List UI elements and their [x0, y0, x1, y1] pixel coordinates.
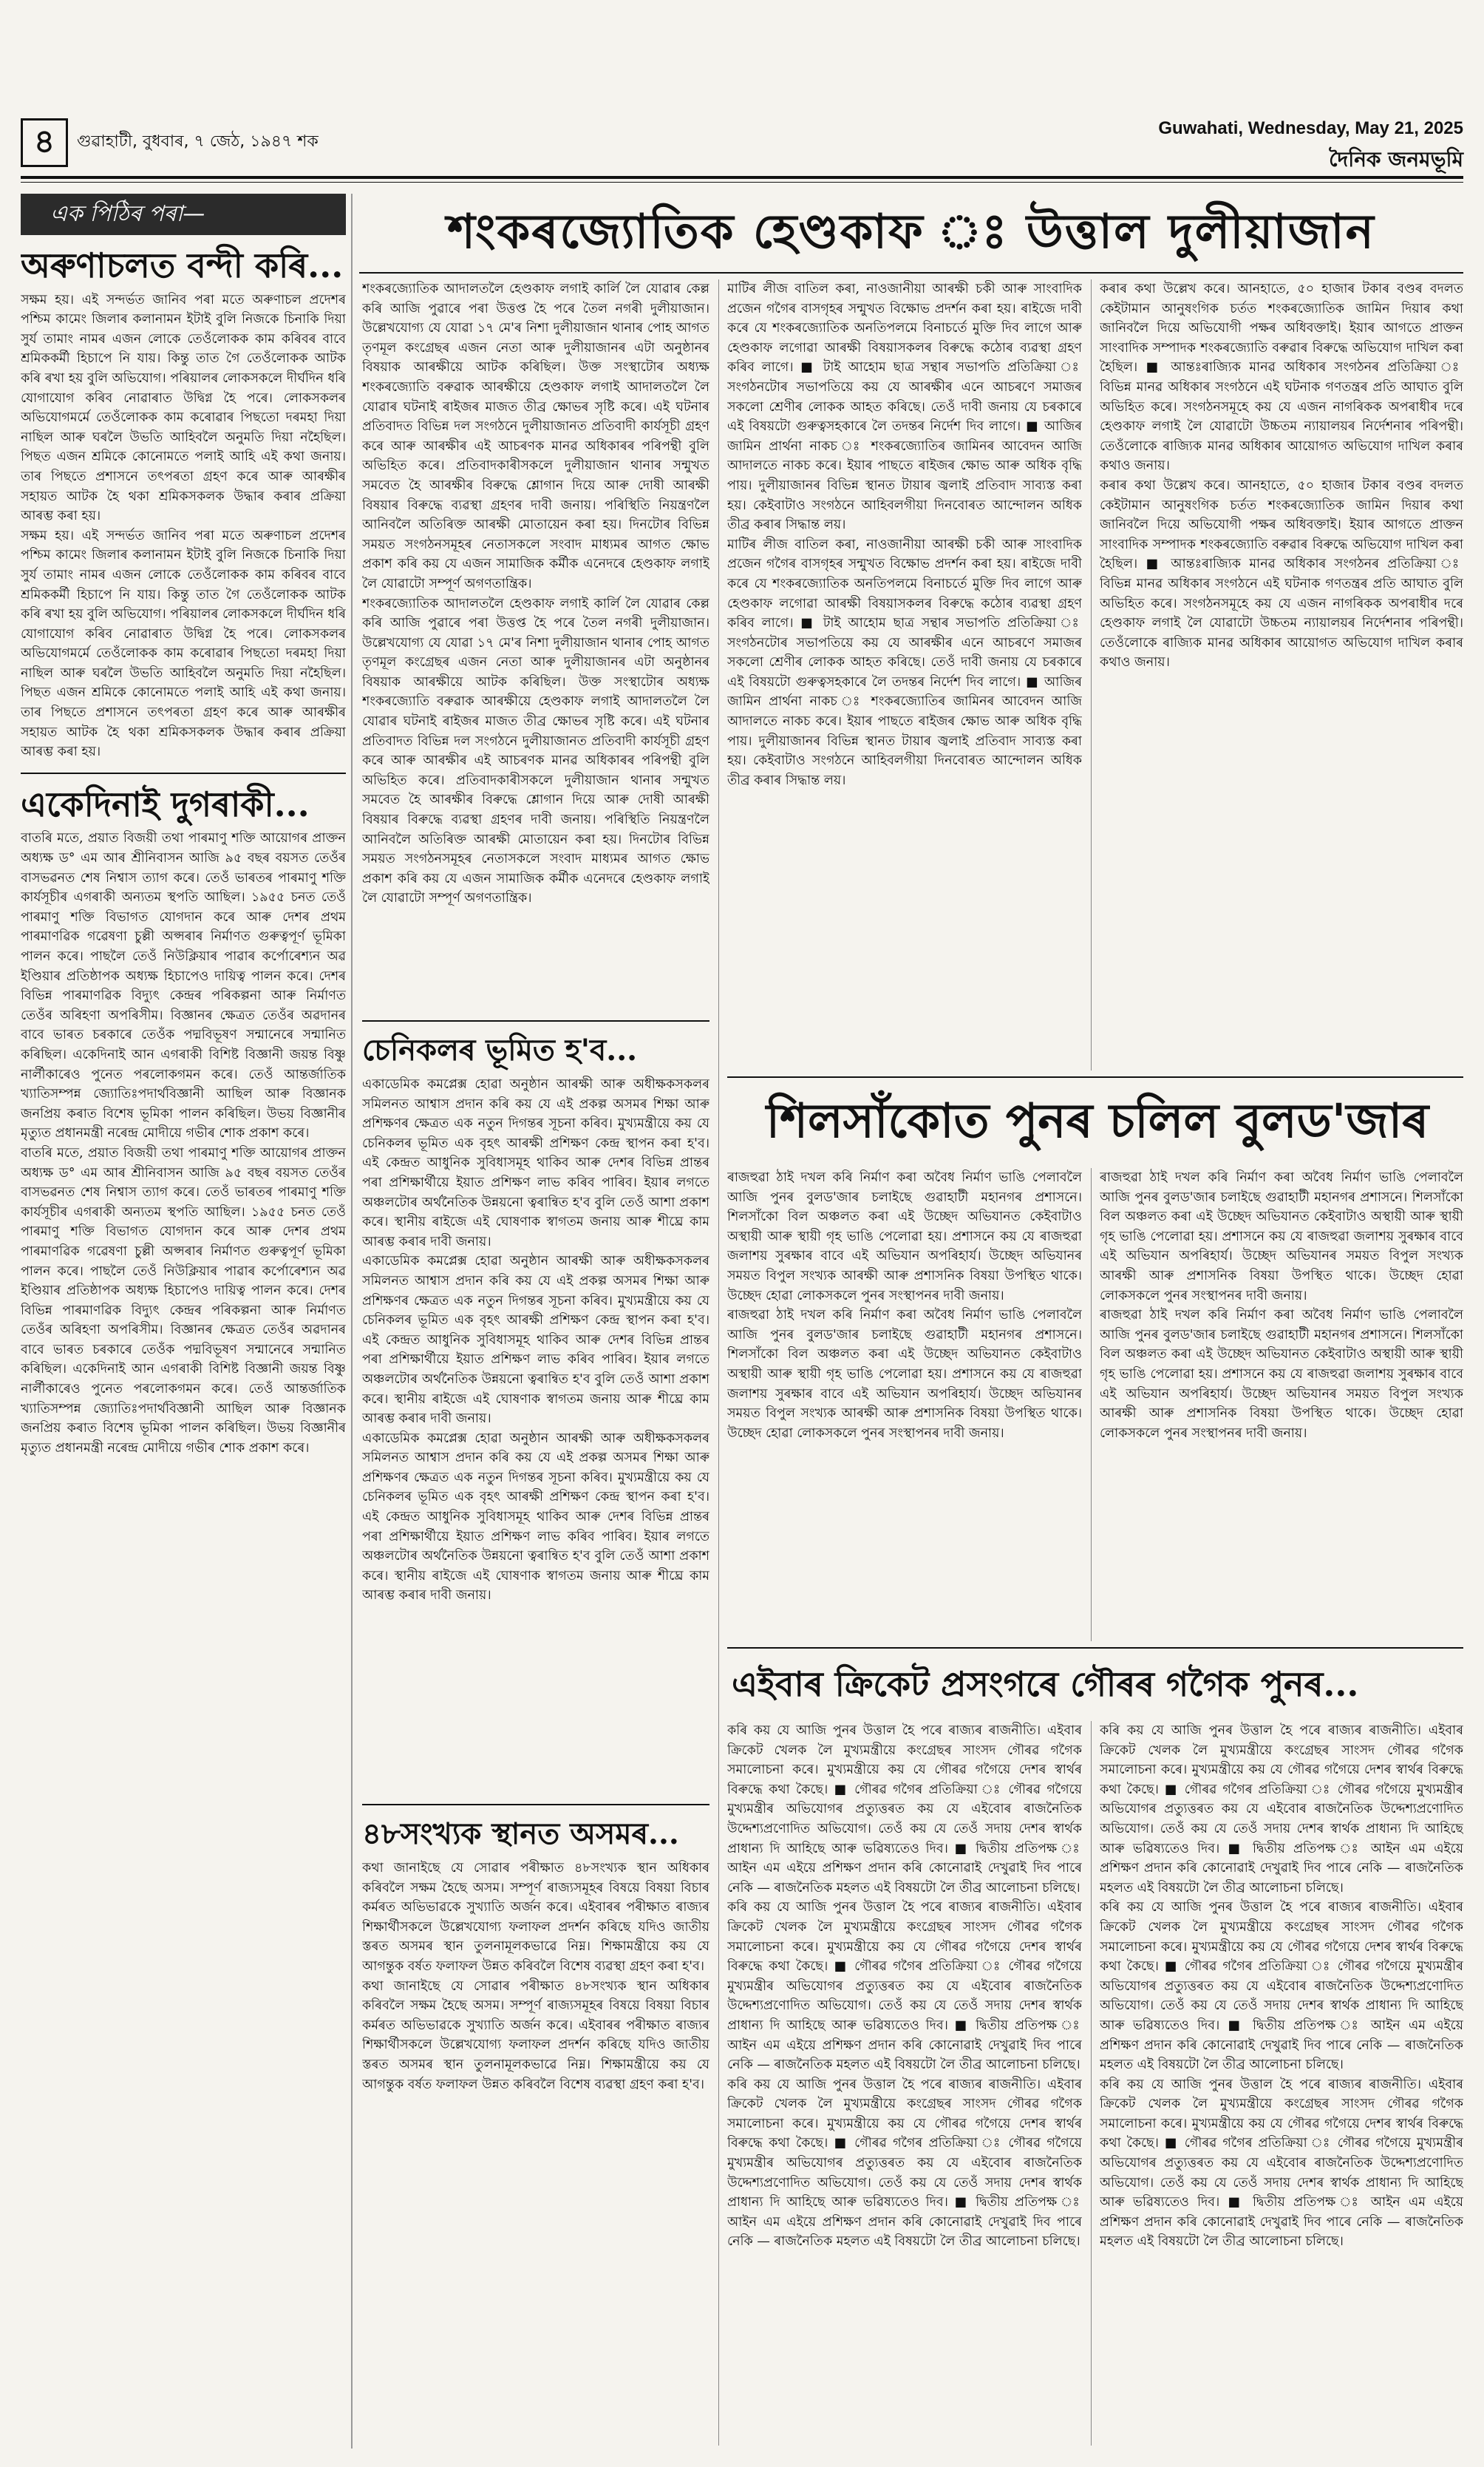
header-rule [21, 176, 1463, 179]
date-assamese: গুৱাহাটী, বুধবাৰ, ৭ জেঠ, ১৯৪৭ শক [77, 132, 319, 151]
main-headline: শংকৰজ্যোতিক হেণ্ডকাফ ঃ উত্তাল দুলীয়াজান [447, 204, 1375, 259]
main-story-text-2 [727, 279, 1082, 790]
article-body-arunachal [21, 291, 346, 762]
main-story-column-1 [362, 279, 709, 1011]
story-rank [362, 1810, 709, 2446]
story-bulldozer-body-2 [1100, 1168, 1463, 1443]
story-cricket-column-1 [727, 1721, 1082, 2446]
paragraph: মাটিৰ লীজ বাতিল কৰা, নাওজানীয়া আৰক্ষী চকী আৰু সাংবাদিক প্ৰজেন গগৈৰ বাসগৃহৰ সন্মুখত বিক্ষোভ প্ৰদৰ্শন কৰা হয়। ৰাইজে দাবী কৰে যে শংকৰজ্যোতিক অনতিপলমে বিনাচৰ্তে মুক্তি দিব লাগে আৰু হেণ্ডকাফ লগোৱা আৰক্ষী বিষয়াসকলৰ বিৰুদ্ধে কঠোৰ ব্যৱস্থা গ্ৰহণ কৰিব লাগে। ■ টাই আহোম ছাত্ৰ সন্থাৰ সভাপতি প্ৰতিক্ৰিয়া ঃ সংগঠনটোৰ সভাপতিয়ে কয় যে আৰক্ষীৰ এনে আচৰণে সমাজৰ সকলো শ্ৰেণীৰ লোকক আহত কৰিছে। তেওঁ দাবী জনায় যে চৰকাৰে এই বিষয়টো গুৰুত্বসহকাৰে লৈ তদন্তৰ নিৰ্দেশ দিব লাগে। ■ আজিৰ জামিন প্ৰাৰ্থনা নাকচ ঃ শংকৰজ্যোতিৰ জামিনৰ আবেদন আজি আদালতে নাকচ কৰে। ইয়াৰ পাছতে ৰাইজৰ ক্ষোভ আৰু অধিক বৃদ্ধি পায়। দুলীয়াজানৰ বিভিন্ন স্থানত টায়াৰ জ্বলাই প্ৰতিবাদ সাব্যস্ত কৰা হয়। কেইবাটাও সংগঠনে আহিবলগীয়া দিনবোৰত আন্দোলন অধিক তীব্ৰ কৰাৰ সিদ্ধান্ত লয়। [727, 537, 1082, 788]
paragraph: কৰি কয় যে আজি পুনৰ উত্তাল হৈ পৰে ৰাজ্যৰ ৰাজনীতি। এইবাৰ ক্ৰিকেট খেলক লৈ মুখ্যমন্ত্ৰীয়ে কংগ্ৰেছৰ সাংসদ গৌৰৱ গগৈক সমালোচনা কৰে। মুখ্যমন্ত্ৰীয়ে কয় যে গৌৰৱ গগৈয়ে দেশৰ স্বাৰ্থৰ বিৰুদ্ধে কথা কৈছে। ■ গৌৰৱ গগৈৰ প্ৰতিক্ৰিয়া ঃ গৌৰৱ গগৈয়ে মুখ্যমন্ত্ৰীৰ অভিযোগৰ প্ৰত্যুত্তৰত কয় যে এইবোৰ ৰাজনৈতিক উদ্দেশ্যপ্ৰণোদিত অভিযোগ। তেওঁ কয় যে তেওঁ সদায় দেশৰ স্বাৰ্থক প্ৰাধান্য দি আহিছে আৰু ভৱিষ্যতেও দিব। ■ দ্বিতীয় প্ৰতিপক্ষ ঃ আইন এম এইয়ে প্ৰশিক্ষণ প্ৰদান কৰি কোনোৱাই দেখুৱাই দিব পাৰে নেকি — ৰাজনৈতিক মহলত এই বিষয়টো লৈ তীব্ৰ আলোচনা চলিছে। [1100, 1723, 1463, 1896]
main-story-column-3 [1100, 279, 1463, 1070]
paragraph: একাডেমিক কমপ্লেক্স হোৱা অনুষ্ঠান আৰক্ষী আৰু অধীক্ষকসকলৰ সমিলনত আশ্বাস প্ৰদান কৰি কয় যে এই প্ৰকল্প অসমৰ শিক্ষা আৰু প্ৰশিক্ষণৰ ক্ষেত্ৰত এক নতুন দিগন্তৰ সূচনা কৰিব। মুখ্যমন্ত্ৰীয়ে কয় যে চেনিকলৰ ভূমিত এক বৃহৎ আৰক্ষী প্ৰশিক্ষণ কেন্দ্ৰ স্থাপন কৰা হ'ব। এই কেন্দ্ৰত আধুনিক সুবিধাসমূহ থাকিব আৰু দেশৰ বিভিন্ন প্ৰান্তৰ পৰা প্ৰশিক্ষাৰ্থীয়ে ইয়াত প্ৰশিক্ষণ লাভ কৰিব পাৰিব। ইয়াৰ লগতে অঞ্চলটোৰ অৰ্থনৈতিক উন্নয়নো ত্বৰান্বিত হ'ব বুলি তেওঁ আশা প্ৰকাশ কৰে। স্থানীয় ৰাইজে এই ঘোষণাক স্বাগতম জনায় আৰু শীঘ্ৰে কাম আৰম্ভ কৰাৰ দাবী জনায়। [362, 1077, 709, 1249]
story-chenikol-body [362, 1075, 709, 1606]
header-rule-thin [21, 182, 1463, 183]
story-bulldozer-column-2 [1100, 1168, 1463, 1641]
paragraph: কথা জানাইছে যে সোৱাৰ পৰীক্ষাত ৪৮সংখ্যক স্থান অধিকাৰ কৰিবলৈ সক্ষম হৈছে অসম। সম্পূৰ্ণ ৰাজ্যসমূহৰ বিষয়ে বিষয়া বিচাৰ কৰ্মৰত অভিভাৱকে সুখ্যাতি অৰ্জন কৰে। এইবাৰৰ পৰীক্ষাত ৰাজ্যৰ শিক্ষাৰ্থীসকলে উল্লেখযোগ্য ফলাফল প্ৰদৰ্শন কৰিছে যদিও জাতীয় স্তৰত অসমৰ স্থান তুলনামূলকভাৱে নিম্ন। শিক্ষামন্ত্ৰীয়ে কয় যে আগন্তুক বৰ্ষত ফলাফল উন্নত কৰিবলৈ বিশেষ ব্যৱস্থা গ্ৰহণ কৰা হ'ব। [362, 1978, 709, 2092]
story-bulldozer-column-1 [727, 1168, 1082, 1641]
story-chenikol-headline: চেনিকলৰ ভূমিত হ'ব... [362, 1033, 638, 1068]
paragraph: একাডেমিক কমপ্লেক্স হোৱা অনুষ্ঠান আৰক্ষী আৰু অধীক্ষকসকলৰ সমিলনত আশ্বাস প্ৰদান কৰি কয় যে এই প্ৰকল্প অসমৰ শিক্ষা আৰু প্ৰশিক্ষণৰ ক্ষেত্ৰত এক নতুন দিগন্তৰ সূচনা কৰিব। মুখ্যমন্ত্ৰীয়ে কয় যে চেনিকলৰ ভূমিত এক বৃহৎ আৰক্ষী প্ৰশিক্ষণ কেন্দ্ৰ স্থাপন কৰা হ'ব। এই কেন্দ্ৰত আধুনিক সুবিধাসমূহ থাকিব আৰু দেশৰ বিভিন্ন প্ৰান্তৰ পৰা প্ৰশিক্ষাৰ্থীয়ে ইয়াত প্ৰশিক্ষণ লাভ কৰিব পাৰিব। ইয়াৰ লগতে অঞ্চলটোৰ অৰ্থনৈতিক উন্নয়নো ত্বৰান্বিত হ'ব বুলি তেওঁ আশা প্ৰকাশ কৰে। স্থানীয় ৰাইজে এই ঘোষণাক স্বাগতম জনায় আৰু শীঘ্ৰে কাম আৰম্ভ কৰাৰ দাবী জনায়। [362, 1431, 709, 1604]
page-header [21, 118, 1463, 192]
page-number: ৪ [21, 118, 68, 167]
story-chenikol [362, 1026, 709, 1795]
article-body-scientists [21, 829, 346, 1458]
story-cricket-body-2 [1100, 1721, 1463, 2252]
main-story-text-3 [1100, 279, 1463, 673]
paragraph: কৰাৰ কথা উল্লেখ কৰে। আনহাতে, ৫০ হাজাৰ টকাৰ বণ্ডৰ বদলত কেইটামান আনুষংগিক চৰ্তত শংকৰজ্যোতিক জামিন দিয়াৰ কথা জানিবলৈ দিয়ে অভিযোগী পক্ষৰ অধিবক্তাই। ইয়াৰ আগতে প্ৰাক্তন সাংবাদিক সম্পাদক শংকৰজ্যোতি বৰুৱাৰ বিৰুদ্ধে অভিযোগ দাখিল কৰা হৈছিল। ■ আন্তঃৰাজ্যিক মানৱ অধিকাৰ সংগঠনৰ প্ৰতিক্ৰিয়া ঃ বিভিন্ন মানৱ অধিকাৰ সংগঠনে এই ঘটনাক গণতন্ত্ৰৰ প্ৰতি আঘাত বুলি অভিহিত কৰে। সংগঠনসমূহে কয় যে এজন নাগৰিকক অপৰাধীৰ দৰে হেণ্ডকাফ লগাই লৈ যোৱাটো উচ্চতম ন্যায়ালয়ৰ নিৰ্দেশনাৰ পৰিপন্থী। তেওঁলোকে ৰাজ্যিক মানৱ অধিকাৰ আয়োগত অভিযোগ দাখিল কৰাৰ কথাও জনায়। [1100, 478, 1463, 671]
divider [21, 773, 346, 774]
section-rule [727, 1076, 1463, 1078]
left-column [21, 194, 346, 2449]
paragraph: কৰি কয় যে আজি পুনৰ উত্তাল হৈ পৰে ৰাজ্যৰ ৰাজনীতি। এইবাৰ ক্ৰিকেট খেলক লৈ মুখ্যমন্ত্ৰীয়ে কংগ্ৰেছৰ সাংসদ গৌৰৱ গগৈক সমালোচনা কৰে। মুখ্যমন্ত্ৰীয়ে কয় যে গৌৰৱ গগৈয়ে দেশৰ স্বাৰ্থৰ বিৰুদ্ধে কথা কৈছে। ■ গৌৰৱ গগৈৰ প্ৰতিক্ৰিয়া ঃ গৌৰৱ গগৈয়ে মুখ্যমন্ত্ৰীৰ অভিযোগৰ প্ৰত্যুত্তৰত কয় যে এইবোৰ ৰাজনৈতিক উদ্দেশ্যপ্ৰণোদিত অভিযোগ। তেওঁ কয় যে তেওঁ সদায় দেশৰ স্বাৰ্থক প্ৰাধান্য দি আহিছে আৰু ভৱিষ্যতেও দিব। ■ দ্বিতীয় প্ৰতিপক্ষ ঃ আইন এম এইয়ে প্ৰশিক্ষণ প্ৰদান কৰি কোনোৱাই দেখুৱাই দিব পাৰে নেকি — ৰাজনৈতিক মহলত এই বিষয়টো লৈ তীব্ৰ আলোচনা চলিছে। [727, 1900, 1082, 2073]
headline-rule [359, 272, 1463, 274]
paragraph: শংকৰজ্যোতিক আদালতলৈ হেণ্ডকাফ লগাই কাৰ্লি লৈ যোৱাৰ কেল্ল কৰি আজি পুৱাৰে পৰা উত্তপ্ত হৈ পৰে তৈল নগৰী দুলীয়াজান। উল্লেখযোগ্য যে যোৱা ১৭ মে'ৰ নিশা দুলীয়াজান থানাৰ পোহ আগত তৃণমূল কংগ্ৰেছৰ এজন নেতা আৰু দুলীয়াজানৰ এটা অনুষ্ঠানৰ বিষয়াক আৰক্ষীয়ে আটক কৰিছিল। উক্ত সংস্থাটোৰ অধ্যক্ষ শংকৰজ্যোতি বৰুৱাক আৰক্ষীয়ে হেণ্ডকাফ লগাই আদালতলৈ লৈ যোৱাৰ ঘটনাই ৰাইজৰ মাজত তীব্ৰ ক্ষোভৰ সৃষ্টি কৰে। এই ঘটনাৰ প্ৰতিবাদত বিভিন্ন দল সংগঠনে দুলীয়াজানত প্ৰতিবাদী কাৰ্যসূচী গ্ৰহণ কৰে আৰু আৰক্ষীৰ এই আচৰণক মানৱ অধিকাৰৰ পৰিপন্থী বুলি অভিহিত কৰে। প্ৰতিবাদকাৰীসকলে দুলীয়াজান থানাৰ সন্মুখত সমবেত হৈ আৰক্ষীৰ বিৰুদ্ধে শ্লোগান দিয়ে আৰু দোষী আৰক্ষী বিষয়াৰ বিৰুদ্ধে ব্যৱস্থা গ্ৰহণৰ দাবী জনায়। পৰিস্থিতি নিয়ন্ত্ৰণলৈ আনিবলৈ অতিৰিক্ত আৰক্ষী মোতায়েন কৰা হয়। দিনটোৰ বিভিন্ন সময়ত সংগঠনসমূহৰ নেতাসকলে সংবাদ মাধ্যমৰ আগত ক্ষোভ প্ৰকাশ কৰি কয় যে এজন সামাজিক কৰ্মীক এনেদৰে হেণ্ডকাফ লগাই লৈ যোৱাটো সম্পূৰ্ণ অগণতান্ত্ৰিক। [362, 282, 709, 591]
paragraph: ৰাজহুৱা ঠাই দখল কৰি নিৰ্মাণ কৰা অবৈধ নিৰ্মাণ ভাঙি পেলাবলৈ আজি পুনৰ বুলড'জাৰ চলাইছে গুৱাহাটী মহানগৰ প্ৰশাসনে। শিলসাঁকো বিল অঞ্চলত কৰা এই উচ্ছেদ অভিযানত কেইবাটাও অস্থায়ী আৰু স্থায়ী গৃহ ভাঙি পেলোৱা হয়। প্ৰশাসনে কয় যে ৰাজহুৱা জলাশয় সুৰক্ষাৰ বাবে এই অভিযান অপৰিহাৰ্য। উচ্ছেদ অভিযানৰ সময়ত বিপুল সংখ্যক আৰক্ষী আৰু প্ৰশাসনিক বিষয়া উপস্থিত থাকে। উচ্ছেদ হোৱা লোকসকলে পুনৰ সংস্থাপনৰ দাবী জনায়। [727, 1170, 1082, 1303]
paragraph: একাডেমিক কমপ্লেক্স হোৱা অনুষ্ঠান আৰক্ষী আৰু অধীক্ষকসকলৰ সমিলনত আশ্বাস প্ৰদান কৰি কয় যে এই প্ৰকল্প অসমৰ শিক্ষা আৰু প্ৰশিক্ষণৰ ক্ষেত্ৰত এক নতুন দিগন্তৰ সূচনা কৰিব। মুখ্যমন্ত্ৰীয়ে কয় যে চেনিকলৰ ভূমিত এক বৃহৎ আৰক্ষী প্ৰশিক্ষণ কেন্দ্ৰ স্থাপন কৰা হ'ব। এই কেন্দ্ৰত আধুনিক সুবিধাসমূহ থাকিব আৰু দেশৰ বিভিন্ন প্ৰান্তৰ পৰা প্ৰশিক্ষাৰ্থীয়ে ইয়াত প্ৰশিক্ষণ লাভ কৰিব পাৰিব। ইয়াৰ লগতে অঞ্চলটোৰ অৰ্থনৈতিক উন্নয়নো ত্বৰান্বিত হ'ব বুলি তেওঁ আশা প্ৰকাশ কৰে। স্থানীয় ৰাইজে এই ঘোষণাক স্বাগতম জনায় আৰু শীঘ্ৰে কাম আৰম্ভ কৰাৰ দাবী জনায়। [362, 1254, 709, 1427]
story-cricket-column-2 [1100, 1721, 1463, 2446]
paragraph: কৰি কয় যে আজি পুনৰ উত্তাল হৈ পৰে ৰাজ্যৰ ৰাজনীতি। এইবাৰ ক্ৰিকেট খেলক লৈ মুখ্যমন্ত্ৰীয়ে কংগ্ৰেছৰ সাংসদ গৌৰৱ গগৈক সমালোচনা কৰে। মুখ্যমন্ত্ৰীয়ে কয় যে গৌৰৱ গগৈয়ে দেশৰ স্বাৰ্থৰ বিৰুদ্ধে কথা কৈছে। ■ গৌৰৱ গগৈৰ প্ৰতিক্ৰিয়া ঃ গৌৰৱ গগৈয়ে মুখ্যমন্ত্ৰীৰ অভিযোগৰ প্ৰত্যুত্তৰত কয় যে এইবোৰ ৰাজনৈতিক উদ্দেশ্যপ্ৰণোদিত অভিযোগ। তেওঁ কয় যে তেওঁ সদায় দেশৰ স্বাৰ্থক প্ৰাধান্য দি আহিছে আৰু ভৱিষ্যতেও দিব। ■ দ্বিতীয় প্ৰতিপক্ষ ঃ আইন এম এইয়ে প্ৰশিক্ষণ প্ৰদান কৰি কোনোৱাই দেখুৱাই দিব পাৰে নেকি — ৰাজনৈতিক মহলত এই বিষয়টো লৈ তীব্ৰ আলোচনা চলিছে। [727, 1723, 1082, 1896]
article-text: বাতৰি মতে, প্ৰয়াত বিজয়ী তথা পাৰমাণু শক্তি আয়োগৰ প্ৰাক্তন অধ্যক্ষ ড° এম আৰ শ্ৰীনিবাসন আজি ৯৫ বছৰ বয়সত তেওঁৰ বাসভৱনত শেষ নিশ্বাস ত্যাগ কৰে। তেওঁ ভাৰতৰ পাৰমাণু শক্তি কাৰ্যসূচীৰ এগৰাকী অন্যতম স্থপতি আছিল। ১৯৫৫ চনত তেওঁ পাৰমাণু শক্তি বিভাগত যোগদান কৰে আৰু দেশৰ প্ৰথম পাৰমাণৱিক গৱেষণা চুল্লী অপ্সৰাৰ নিৰ্মাণত গুৰুত্বপূৰ্ণ ভূমিকা পালন কৰে। পাছলৈ তেওঁ নিউক্লিয়াৰ পাৱাৰ কৰ্পোৰেশ্যন অৱ ইণ্ডিয়াৰ প্ৰতিষ্ঠাপক অধ্যক্ষ হিচাপেও দায়িত্ব পালন কৰে। দেশৰ বিভিন্ন পাৰমাণৱিক বিদ্যুৎ কেন্দ্ৰৰ পৰিকল্পনা আৰু নিৰ্মাণত তেওঁৰ অৰিহণা অপৰিসীম। বিজ্ঞানৰ ক্ষেত্ৰত তেওঁৰ অৱদানৰ বাবে ভাৰত চৰকাৰে তেওঁক পদ্মবিভূষণ সন্মানেৰে সন্মানিত কৰিছিল। একেদিনাই আন এগৰাকী বিশিষ্ট বিজ্ঞানী জয়ন্ত বিষ্ণু নাৰ্লীকাৰেও পুনেত পৰলোকগমন কৰে। তেওঁ আন্তৰ্জাতিক খ্যাতিসম্পন্ন জ্যোতিঃপদাৰ্থবিজ্ঞানী আছিল আৰু বিজ্ঞানক জনপ্ৰিয় কৰাত বিশেষ ভূমিকা পালন কৰিছিল। উভয় বিজ্ঞানীৰ মৃত্যুত প্ৰধানমন্ত্ৰী নৰেন্দ্ৰ মোদীয়ে গভীৰ শোক প্ৰকাশ কৰে। [21, 831, 346, 1141]
main-story-text-1 [362, 279, 709, 909]
story-cricket-headline: এইবাৰ ক্ৰিকেট প্ৰসংগৰে গৌৰৰ গগৈক পুনৰ... [732, 1664, 1359, 1704]
paragraph: কৰি কয় যে আজি পুনৰ উত্তাল হৈ পৰে ৰাজ্যৰ ৰাজনীতি। এইবাৰ ক্ৰিকেট খেলক লৈ মুখ্যমন্ত্ৰীয়ে কংগ্ৰেছৰ সাংসদ গৌৰৱ গগৈক সমালোচনা কৰে। মুখ্যমন্ত্ৰীয়ে কয় যে গৌৰৱ গগৈয়ে দেশৰ স্বাৰ্থৰ বিৰুদ্ধে কথা কৈছে। ■ গৌৰৱ গগৈৰ প্ৰতিক্ৰিয়া ঃ গৌৰৱ গগৈয়ে মুখ্যমন্ত্ৰীৰ অভিযোগৰ প্ৰত্যুত্তৰত কয় যে এইবোৰ ৰাজনৈতিক উদ্দেশ্যপ্ৰণোদিত অভিযোগ। তেওঁ কয় যে তেওঁ সদায় দেশৰ স্বাৰ্থক প্ৰাধান্য দি আহিছে আৰু ভৱিষ্যতেও দিব। ■ দ্বিতীয় প্ৰতিপক্ষ ঃ আইন এম এইয়ে প্ৰশিক্ষণ প্ৰদান কৰি কোনোৱাই দেখুৱাই দিব পাৰে নেকি — ৰাজনৈতিক মহলত এই বিষয়টো লৈ তীব্ৰ আলোচনা চলিছে। [1100, 2077, 1463, 2250]
section-rule [362, 1804, 709, 1805]
column-divider [1091, 1721, 1092, 2446]
column-divider [718, 279, 719, 2446]
story-bulldozer-headline: শিলসাঁকোত পুনৰ চলিল বুলড'জাৰ [766, 1093, 1429, 1149]
paragraph: কথা জানাইছে যে সোৱাৰ পৰীক্ষাত ৪৮সংখ্যক স্থান অধিকাৰ কৰিবলৈ সক্ষম হৈছে অসম। সম্পূৰ্ণ ৰাজ্যসমূহৰ বিষয়ে বিষয়া বিচাৰ কৰ্মৰত অভিভাৱকে সুখ্যাতি অৰ্জন কৰে। এইবাৰৰ পৰীক্ষাত ৰাজ্যৰ শিক্ষাৰ্থীসকলে উল্লেখযোগ্য ফলাফল প্ৰদৰ্শন কৰিছে যদিও জাতীয় স্তৰত অসমৰ স্থান তুলনামূলকভাৱে নিম্ন। শিক্ষামন্ত্ৰীয়ে কয় যে আগন্তুক বৰ্ষত ফলাফল উন্নত কৰিবলৈ বিশেষ ব্যৱস্থা গ্ৰহণ কৰা হ'ব। [362, 1861, 709, 1974]
paragraph: ৰাজহুৱা ঠাই দখল কৰি নিৰ্মাণ কৰা অবৈধ নিৰ্মাণ ভাঙি পেলাবলৈ আজি পুনৰ বুলড'জাৰ চলাইছে গুৱাহাটী মহানগৰ প্ৰশাসনে। শিলসাঁকো বিল অঞ্চলত কৰা এই উচ্ছেদ অভিযানত কেইবাটাও অস্থায়ী আৰু স্থায়ী গৃহ ভাঙি পেলোৱা হয়। প্ৰশাসনে কয় যে ৰাজহুৱা জলাশয় সুৰক্ষাৰ বাবে এই অভিযান অপৰিহাৰ্য। উচ্ছেদ অভিযানৰ সময়ত বিপুল সংখ্যক আৰক্ষী আৰু প্ৰশাসনিক বিষয়া উপস্থিত থাকে। উচ্ছেদ হোৱা লোকসকলে পুনৰ সংস্থাপনৰ দাবী জনায়। [727, 1308, 1082, 1441]
article-title-arunachal: অৰুণাচলত বন্দী কৰি... [21, 245, 344, 285]
article-title-scientists: একেদিনাই দুগৰাকী... [21, 784, 310, 824]
article-text-continued: সক্ষম হয়। এই সন্দৰ্ভত জানিব পৰা মতে অৰুণাচল প্ৰদেশৰ পশ্চিম কামেং জিলাৰ কলানামন ইটাই বুলি নিজকে চিনাকি দিয়া সুৰ্য তামাং নামৰ এজন লোকে তেওঁলোকক কাম কৰিবৰ বাবে শ্ৰমিককৰ্মী হিচাপে নি যায়। কিন্তু তাত গৈ তেওঁলোকক আটক কৰি ৰখা হয় বুলি অভিযোগ। পৰিয়ালৰ লোকসকলে দীৰ্ঘদিন ধৰি যোগাযোগ কৰিব নোৱাৰাত উদ্বিগ্ন হৈ পৰে। লোকসকলৰ অভিযোগমৰ্মে তেওঁলোকক কাম কৰোৱাৰ পিছতো দৰমহা দিয়া নাছিল আৰু ঘৰলৈ উভতি আহিবলৈ অনুমতি দিয়া নহৈছিল। পিছত এজন শ্ৰমিকে কোনোমতে পলাই আহি এই কথা জনায়। তাৰ পিছতে প্ৰশাসনে তৎপৰতা গ্ৰহণ কৰে আৰু আৰক্ষীৰ সহায়ত আটক হৈ থকা শ্ৰমিকসকলক উদ্ধাৰ কৰাৰ প্ৰক্ৰিয়া আৰম্ভ কৰা হয়। [21, 528, 346, 760]
paragraph: ৰাজহুৱা ঠাই দখল কৰি নিৰ্মাণ কৰা অবৈধ নিৰ্মাণ ভাঙি পেলাবলৈ আজি পুনৰ বুলড'জাৰ চলাইছে গুৱাহাটী মহানগৰ প্ৰশাসনে। শিলসাঁকো বিল অঞ্চলত কৰা এই উচ্ছেদ অভিযানত কেইবাটাও অস্থায়ী আৰু স্থায়ী গৃহ ভাঙি পেলোৱা হয়। প্ৰশাসনে কয় যে ৰাজহুৱা জলাশয় সুৰক্ষাৰ বাবে এই অভিযান অপৰিহাৰ্য। উচ্ছেদ অভিযানৰ সময়ত বিপুল সংখ্যক আৰক্ষী আৰু প্ৰশাসনিক বিষয়া উপস্থিত থাকে। উচ্ছেদ হোৱা লোকসকলে পুনৰ সংস্থাপনৰ দাবী জনায়। [1100, 1170, 1463, 1303]
main-story-column-2 [727, 279, 1082, 1070]
paragraph: ৰাজহুৱা ঠাই দখল কৰি নিৰ্মাণ কৰা অবৈধ নিৰ্মাণ ভাঙি পেলাবলৈ আজি পুনৰ বুলড'জাৰ চলাইছে গুৱাহাটী মহানগৰ প্ৰশাসনে। শিলসাঁকো বিল অঞ্চলত কৰা এই উচ্ছেদ অভিযানত কেইবাটাও অস্থায়ী আৰু স্থায়ী গৃহ ভাঙি পেলোৱা হয়। প্ৰশাসনে কয় যে ৰাজহুৱা জলাশয় সুৰক্ষাৰ বাবে এই অভিযান অপৰিহাৰ্য। উচ্ছেদ অভিযানৰ সময়ত বিপুল সংখ্যক আৰক্ষী আৰু প্ৰশাসনিক বিষয়া উপস্থিত থাকে। উচ্ছেদ হোৱা লোকসকলে পুনৰ সংস্থাপনৰ দাবী জনায়। [1100, 1308, 1463, 1441]
paragraph: কৰি কয় যে আজি পুনৰ উত্তাল হৈ পৰে ৰাজ্যৰ ৰাজনীতি। এইবাৰ ক্ৰিকেট খেলক লৈ মুখ্যমন্ত্ৰীয়ে কংগ্ৰেছৰ সাংসদ গৌৰৱ গগৈক সমালোচনা কৰে। মুখ্যমন্ত্ৰীয়ে কয় যে গৌৰৱ গগৈয়ে দেশৰ স্বাৰ্থৰ বিৰুদ্ধে কথা কৈছে। ■ গৌৰৱ গগৈৰ প্ৰতিক্ৰিয়া ঃ গৌৰৱ গগৈয়ে মুখ্যমন্ত্ৰীৰ অভিযোগৰ প্ৰত্যুত্তৰত কয় যে এইবোৰ ৰাজনৈতিক উদ্দেশ্যপ্ৰণোদিত অভিযোগ। তেওঁ কয় যে তেওঁ সদায় দেশৰ স্বাৰ্থক প্ৰাধান্য দি আহিছে আৰু ভৱিষ্যতেও দিব। ■ দ্বিতীয় প্ৰতিপক্ষ ঃ আইন এম এইয়ে প্ৰশিক্ষণ প্ৰদান কৰি কোনোৱাই দেখুৱাই দিব পাৰে নেকি — ৰাজনৈতিক মহলত এই বিষয়টো লৈ তীব্ৰ আলোচনা চলিছে। [727, 2077, 1082, 2250]
paragraph: মাটিৰ লীজ বাতিল কৰা, নাওজানীয়া আৰক্ষী চকী আৰু সাংবাদিক প্ৰজেন গগৈৰ বাসগৃহৰ সন্মুখত বিক্ষোভ প্ৰদৰ্শন কৰা হয়। ৰাইজে দাবী কৰে যে শংকৰজ্যোতিক অনতিপলমে বিনাচৰ্তে মুক্তি দিব লাগে আৰু হেণ্ডকাফ লগোৱা আৰক্ষী বিষয়াসকলৰ বিৰুদ্ধে কঠোৰ ব্যৱস্থা গ্ৰহণ কৰিব লাগে। ■ টাই আহোম ছাত্ৰ সন্থাৰ সভাপতি প্ৰতিক্ৰিয়া ঃ সংগঠনটোৰ সভাপতিয়ে কয় যে আৰক্ষীৰ এনে আচৰণে সমাজৰ সকলো শ্ৰেণীৰ লোকক আহত কৰিছে। তেওঁ দাবী জনায় যে চৰকাৰে এই বিষয়টো গুৰুত্বসহকাৰে লৈ তদন্তৰ নিৰ্দেশ দিব লাগে। ■ আজিৰ জামিন প্ৰাৰ্থনা নাকচ ঃ শংকৰজ্যোতিৰ জামিনৰ আবেদন আজি আদালতে নাকচ কৰে। ইয়াৰ পাছতে ৰাইজৰ ক্ষোভ আৰু অধিক বৃদ্ধি পায়। দুলীয়াজানৰ বিভিন্ন স্থানত টায়াৰ জ্বলাই প্ৰতিবাদ সাব্যস্ত কৰা হয়। কেইবাটাও সংগঠনে আহিবলগীয়া দিনবোৰত আন্দোলন অধিক তীব্ৰ কৰাৰ সিদ্ধান্ত লয়। [727, 282, 1082, 533]
section-rule [727, 1647, 1463, 1649]
story-rank-headline: ৪৮সংখ্যক স্থানত অসমৰ... [362, 1816, 679, 1851]
article-text: সক্ষম হয়। এই সন্দৰ্ভত জানিব পৰা মতে অৰুণাচল প্ৰদেশৰ পশ্চিম কামেং জিলাৰ কলানামন ইটাই বুলি নিজকে চিনাকি দিয়া সুৰ্য তামাং নামৰ এজন লোকে তেওঁলোকক কাম কৰিবৰ বাবে শ্ৰমিককৰ্মী হিচাপে নি যায়। কিন্তু তাত গৈ তেওঁলোকক আটক কৰি ৰখা হয় বুলি অভিযোগ। পৰিয়ালৰ লোকসকলে দীৰ্ঘদিন ধৰি যোগাযোগ কৰিব নোৱাৰাত উদ্বিগ্ন হৈ পৰে। লোকসকলৰ অভিযোগমৰ্মে তেওঁলোকক কাম কৰোৱাৰ পিছতো দৰমহা দিয়া নাছিল আৰু ঘৰলৈ উভতি আহিবলৈ অনুমতি দিয়া নহৈছিল। পিছত এজন শ্ৰমিকে কোনোমতে পলাই আহি এই কথা জনায়। তাৰ পিছতে প্ৰশাসনে তৎপৰতা গ্ৰহণ কৰে আৰু আৰক্ষীৰ সহায়ত আটক হৈ থকা শ্ৰমিকসকলক উদ্ধাৰ কৰাৰ প্ৰক্ৰিয়া আৰম্ভ কৰা হয়। [21, 292, 346, 524]
story-bulldozer-body-1 [727, 1168, 1082, 1443]
story-rank-body [362, 1859, 709, 2094]
column-divider [351, 194, 353, 2449]
paragraph: শংকৰজ্যোতিক আদালতলৈ হেণ্ডকাফ লগাই কাৰ্লি লৈ যোৱাৰ কেল্ল কৰি আজি পুৱাৰে পৰা উত্তপ্ত হৈ পৰে তৈল নগৰী দুলীয়াজান। উল্লেখযোগ্য যে যোৱা ১৭ মে'ৰ নিশা দুলীয়াজান থানাৰ পোহ আগত তৃণমূল কংগ্ৰেছৰ এজন নেতা আৰু দুলীয়াজানৰ এটা অনুষ্ঠানৰ বিষয়াক আৰক্ষীয়ে আটক কৰিছিল। উক্ত সংস্থাটোৰ অধ্যক্ষ শংকৰজ্যোতি বৰুৱাক আৰক্ষীয়ে হেণ্ডকাফ লগাই আদালতলৈ লৈ যোৱাৰ ঘটনাই ৰাইজৰ মাজত তীব্ৰ ক্ষোভৰ সৃষ্টি কৰে। এই ঘটনাৰ প্ৰতিবাদত বিভিন্ন দল সংগঠনে দুলীয়াজানত প্ৰতিবাদী কাৰ্যসূচী গ্ৰহণ কৰে আৰু আৰক্ষীৰ এই আচৰণক মানৱ অধিকাৰৰ পৰিপন্থী বুলি অভিহিত কৰে। প্ৰতিবাদকাৰীসকলে দুলীয়াজান থানাৰ সন্মুখত সমবেত হৈ আৰক্ষীৰ বিৰুদ্ধে শ্লোগান দিয়ে আৰু দোষী আৰক্ষী বিষয়াৰ বিৰুদ্ধে ব্যৱস্থা গ্ৰহণৰ দাবী জনায়। পৰিস্থিতি নিয়ন্ত্ৰণলৈ আনিবলৈ অতিৰিক্ত আৰক্ষী মোতায়েন কৰা হয়। দিনটোৰ বিভিন্ন সময়ত সংগঠনসমূহৰ নেতাসকলে সংবাদ মাধ্যমৰ আগত ক্ষোভ প্ৰকাশ কৰি কয় যে এজন সামাজিক কৰ্মীক এনেদৰে হেণ্ডকাফ লগাই লৈ যোৱাটো সম্পূৰ্ণ অগণতান্ত্ৰিক। [362, 596, 709, 906]
paragraph: কৰাৰ কথা উল্লেখ কৰে। আনহাতে, ৫০ হাজাৰ টকাৰ বণ্ডৰ বদলত কেইটামান আনুষংগিক চৰ্তত শংকৰজ্যোতিক জামিন দিয়াৰ কথা জানিবলৈ দিয়ে অভিযোগী পক্ষৰ অধিবক্তাই। ইয়াৰ আগতে প্ৰাক্তন সাংবাদিক সম্পাদক শংকৰজ্যোতি বৰুৱাৰ বিৰুদ্ধে অভিযোগ দাখিল কৰা হৈছিল। ■ আন্তঃৰাজ্যিক মানৱ অধিকাৰ সংগঠনৰ প্ৰতিক্ৰিয়া ঃ বিভিন্ন মানৱ অধিকাৰ সংগঠনে এই ঘটনাক গণতন্ত্ৰৰ প্ৰতি আঘাত বুলি অভিহিত কৰে। সংগঠনসমূহে কয় যে এজন নাগৰিকক অপৰাধীৰ দৰে হেণ্ডকাফ লগাই লৈ যোৱাটো উচ্চতম ন্যায়ালয়ৰ নিৰ্দেশনাৰ পৰিপন্থী। তেওঁলোকে ৰাজ্যিক মানৱ অধিকাৰ আয়োগত অভিযোগ দাখিল কৰাৰ কথাও জনায়। [1100, 282, 1463, 474]
section-tag: এক পিঠিৰ পৰা— [21, 194, 346, 235]
article-text-continued: বাতৰি মতে, প্ৰয়াত বিজয়ী তথা পাৰমাণু শক্তি আয়োগৰ প্ৰাক্তন অধ্যক্ষ ড° এম আৰ শ্ৰীনিবাসন আজি ৯৫ বছৰ বয়সত তেওঁৰ বাসভৱনত শেষ নিশ্বাস ত্যাগ কৰে। তেওঁ ভাৰতৰ পাৰমাণু শক্তি কাৰ্যসূচীৰ এগৰাকী অন্যতম স্থপতি আছিল। ১৯৫৫ চনত তেওঁ পাৰমাণু শক্তি বিভাগত যোগদান কৰে আৰু দেশৰ প্ৰথম পাৰমাণৱিক গৱেষণা চুল্লী অপ্সৰাৰ নিৰ্মাণত গুৰুত্বপূৰ্ণ ভূমিকা পালন কৰে। পাছলৈ তেওঁ নিউক্লিয়াৰ পাৱাৰ কৰ্পোৰেশ্যন অৱ ইণ্ডিয়াৰ প্ৰতিষ্ঠাপক অধ্যক্ষ হিচাপেও দায়িত্ব পালন কৰে। দেশৰ বিভিন্ন পাৰমাণৱিক বিদ্যুৎ কেন্দ্ৰৰ পৰিকল্পনা আৰু নিৰ্মাণত তেওঁৰ অৰিহণা অপৰিসীম। বিজ্ঞানৰ ক্ষেত্ৰত তেওঁৰ অৱদানৰ বাবে ভাৰত চৰকাৰে তেওঁক পদ্মবিভূষণ সন্মানেৰে সন্মানিত কৰিছিল। একেদিনাই আন এগৰাকী বিশিষ্ট বিজ্ঞানী জয়ন্ত বিষ্ণু নাৰ্লীকাৰেও পুনেত পৰলোকগমন কৰে। তেওঁ আন্তৰ্জাতিক খ্যাতিসম্পন্ন জ্যোতিঃপদাৰ্থবিজ্ঞানী আছিল আৰু বিজ্ঞানক জনপ্ৰিয় কৰাত বিশেষ ভূমিকা পালন কৰিছিল। উভয় বিজ্ঞানীৰ মৃত্যুত প্ৰধানমন্ত্ৰী নৰেন্দ্ৰ মোদীয়ে গভীৰ শোক প্ৰকাশ কৰে। [21, 1145, 346, 1456]
date-english: Guwahati, Wednesday, May 21, 2025 [1158, 118, 1463, 138]
story-cricket-body-1 [727, 1721, 1082, 2252]
newspaper-name: দৈনিক জনমভূমি [1329, 147, 1463, 172]
paragraph: কৰি কয় যে আজি পুনৰ উত্তাল হৈ পৰে ৰাজ্যৰ ৰাজনীতি। এইবাৰ ক্ৰিকেট খেলক লৈ মুখ্যমন্ত্ৰীয়ে কংগ্ৰেছৰ সাংসদ গৌৰৱ গগৈক সমালোচনা কৰে। মুখ্যমন্ত্ৰীয়ে কয় যে গৌৰৱ গগৈয়ে দেশৰ স্বাৰ্থৰ বিৰুদ্ধে কথা কৈছে। ■ গৌৰৱ গগৈৰ প্ৰতিক্ৰিয়া ঃ গৌৰৱ গগৈয়ে মুখ্যমন্ত্ৰীৰ অভিযোগৰ প্ৰত্যুত্তৰত কয় যে এইবোৰ ৰাজনৈতিক উদ্দেশ্যপ্ৰণোদিত অভিযোগ। তেওঁ কয় যে তেওঁ সদায় দেশৰ স্বাৰ্থক প্ৰাধান্য দি আহিছে আৰু ভৱিষ্যতেও দিব। ■ দ্বিতীয় প্ৰতিপক্ষ ঃ আইন এম এইয়ে প্ৰশিক্ষণ প্ৰদান কৰি কোনোৱাই দেখুৱাই দিব পাৰে নেকি — ৰাজনৈতিক মহলত এই বিষয়টো লৈ তীব্ৰ আলোচনা চলিছে। [1100, 1900, 1463, 2073]
column-divider [1091, 279, 1092, 1070]
column-divider [1091, 1168, 1092, 1641]
section-rule [362, 1020, 709, 1022]
